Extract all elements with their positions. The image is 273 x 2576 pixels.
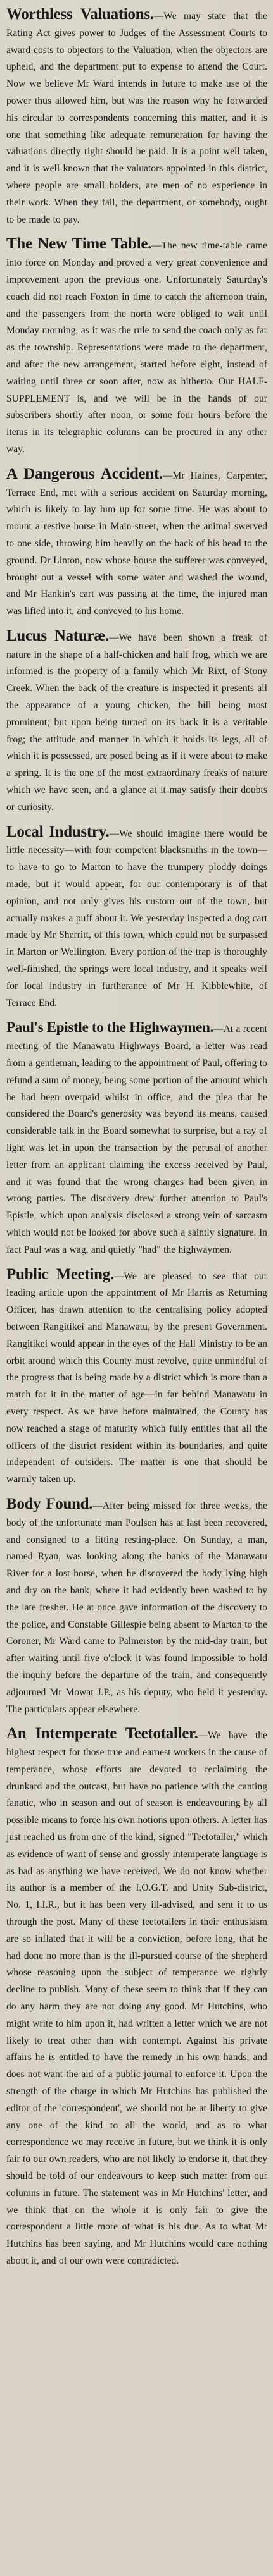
article-pauls-epistle [6, 1019, 267, 1258]
article-body: —After being missed for three weeks, the body of the unfortunate man Poulsen has at last been recovered, and consigned to a fitting resting-place. On Sunday, a man, named Ryan, was looking along the banks of the Manawatu River for a lost horse, when he discovered the body lying high and dry on the bank, where it had evidently been washed to by the late freshet. He at once gave information of the discovery to the police, and Constable Gillespie being absent to Marton to the Coroner, Mr Ward came to Palmerston by the mid-day train, but after waiting until five o'clock it was found impossible to hold the inquiry before the departure of the train, and consequently adjourned Mr Mowat J.P., as his deputy, who held it yesterday. The particulars appear elsewhere. [6, 1500, 267, 1715]
article-paragraph [6, 236, 267, 458]
article-body: —We have been shown a freak of nature in the shape of a half-chicken and half frog, which we are informed is the property of a family which Mr Rixt, of Stony Creek. When the back of the creature is inspected it presents all the appearance of a young chicken, the bill being most prominent; but upon being turned on its back it is a veritable frog; the attitude and manner in which it holds its legs, all of which it is possessed, are posed being as if it were about to make a spring. It is the one of the most extraordinary freaks of nature which we have seen, and a glance at it may satisfy their doubts or curiosity. [6, 632, 267, 813]
article-paragraph [6, 6, 267, 228]
article-local-industry [6, 824, 267, 1012]
article-paragraph [6, 1019, 267, 1258]
article-headline: Body Found. [6, 1495, 93, 1512]
article-public-meeting [6, 1267, 267, 1488]
article-body: —At a recent meeting of the Manawatu Highways Board, a letter was read from a gentleman, leading to the appointment of Paul, offering to refund a sum of money, being some portion of the amount which he had been overpaid whilst in office, and the plea that he considered the Board's generosity was beyond its means, caused considerable talk in the Board somewhat to surprise, but a ray of light was let in upon the transaction by the perusal of another letter from an applicant claiming the excess received by Paul, and it was found that the wrong charges had been given in wrong parties. The discovery drew further attention to Paul's Epistle, which upon analysis disclosed a strong vein of sarcasm which would not be looked for above such a saintly signature. In fact Paul was a wag, and quietly "had" the highwaymen. [6, 1024, 268, 1255]
article-headline: Public Meeting. [6, 1265, 114, 1283]
article-paragraph [6, 1496, 267, 1718]
article-headline: Lucus Naturæ. [6, 627, 109, 644]
article-headline: The New Time Table. [6, 235, 152, 253]
article-body: —We should imagine there would be little necessity—with four competent blacksmiths in the town—to have to go to Marton to have the trumpery ploddy doings made, but it would appear, for our contemporary is of that opinion, and not only gives his custom out of the town, but actually makes a puff about it. We yesterday inspected a dog cart made by Mr Sherritt, of this town, which could not be surpassed in Marton or Wellington. Every portion of the trap is thoroughly well-finished, the springs were local industry, and it speaks well for local industry in furtherance of Mr H. Kibblewhite, of Terrace End. [6, 828, 267, 1009]
article-headline: Worthless Valuations. [6, 6, 154, 23]
article-dangerous-accident [6, 466, 267, 620]
article-paragraph [6, 1726, 267, 2270]
article-headline: Local Industry. [6, 823, 110, 840]
article-body: —We have the highest respect for those true and earnest workers in the cause of temperance, whose efforts are devoted to reclaiming the drunkard and the outcast, but have no patience with the canting fanatic, who in season and out of season is endeavouring by all possible means to force his own notions upon others. A letter has just reached us from one of the kind, signed "Teetotaller," which as evidence of want of sense and grossly intemperate language is as bad as anything we have received. We do not know whether its author is a member of the I.O.G.T. and Unity Sub-district, No. 1, I.I.R., but it has been very ill-advised, and sent it to us through the post. Many of these teetotallers in their enthusiasm are so inflated that it will be a conviction, before long, that he had done no more than is the ill-pursued course of the shepherd whose reasoning upon the subject of temperance we rightly decline to publish. Many of these seem to think that if they can do any harm they are not doing any good. Mr Hutchins, who might write to him upon it, had written a letter which we are not likely to treat other than with contempt. Against his private affairs he is entitled to have the remedy in his own hands, and does not want the aid of a public journal to enforce it. Upon the strength of the charge in which Mr Hutchins has published the editor of the 'correspondent', we should not be at liberty to give any one of the kind to all the world, and as to what correspondence we may receive in future, but we think it is only fair to our own readers, who are not likely to endorse it, that they should be told of our endeavours to keep such matter from our columns in future. The statement was in Mr Hutchins' letter, and we think that on the whole it is only fair to give the correspondent a little more of what is his due. As to what Mr Hutchins has been saying, and Mr Hutchins would care nothing about it, and of our own were contradicted. [6, 1730, 267, 2266]
article-body-found [6, 1496, 267, 1718]
article-paragraph [6, 1267, 267, 1488]
article-paragraph [6, 628, 267, 816]
article-body: —We are pleased to see that our leading article upon the appointment of Mr Harris as Returning Officer, has drawn attention to the centralising policy adopted between Rangitikei and Manawatu, by the present Government. Rangitikei would appear in the eyes of the Hall Ministry to be an orbit around which this County must revolve, quite unmindful of the progress that is being made by a district which is more than a match for it in the matter of age—in far behind Manawatu in every respect. As we have before maintained, the County has now reached a stage of maturity which fully entitles that all the officers of the district resident within its boundaries, and quite independent of outsiders. The matter is one that should be warmly taken up. [6, 1270, 268, 1485]
article-intemperate-teetotaller [6, 1726, 267, 2270]
article-new-time-table [6, 236, 267, 458]
article-paragraph [6, 824, 267, 1012]
article-worthless-valuations [6, 6, 267, 228]
article-body: —The new time-table came into force on Monday and proved a very great convenience and improvement upon the previous one. Unfortunately Saturday's coach did not reach Foxton in time to catch the afternoon train, and the passengers from the north were obliged to wait until Monday morning, as it was the rule to send the coach only as far as the township. Representations were made to the department, and after the new arrangement, started before eight, instead of waiting until three or soon after, now as hitherto. Our HALF-SUPPLEMENT is, and we will be in the hands of our subscribers shortly after noon, or some four hours before the items in its telegraphic columns can be procured in any other way. [6, 240, 267, 455]
article-headline: Paul's Epistle to the Highwaymen. [6, 1019, 214, 1036]
article-headline: An Intemperate Teetotaller. [6, 1725, 198, 1743]
article-body: —Mr Haines, Carpenter, Terrace End, met with a serious accident on Saturday morning, which is likely to lay him up for some time. He was about to mount a restive horse in Main-street, when the animal swerved to one side, throwing him heavily on the back of his head to the ground. Dr Linton, now whose house the sufferer was conveyed, brought out a vessel with some water and washed the wound, and Mr Hankin's cart was passing at the time, the injured man was lifted into it, and conveyed to his home. [6, 470, 267, 617]
article-headline: A Dangerous Accident. [6, 465, 163, 482]
article-lucus-naturae [6, 628, 267, 816]
article-body: —We may state that the Rating Act gives power to Judges of the Assessment Courts to award costs to objectors to the Valuation, when the objectors are upheld, and the department put to expense to attend the Court. Now we believe Mr Ward intends in future to make use of the power thus allowed him, but was the reason why he forwarded his circular to correspondents concerning this matter, and it is one that something like adequate remuneration for having the valuations directly right should be paid. It is a point well taken, and it is well known that the valuators appointed in this district, where people are small holders, are men of no experience in their work. When they fail, the department, or somebody, ought to be made to pay. [6, 11, 267, 225]
article-paragraph [6, 466, 267, 620]
